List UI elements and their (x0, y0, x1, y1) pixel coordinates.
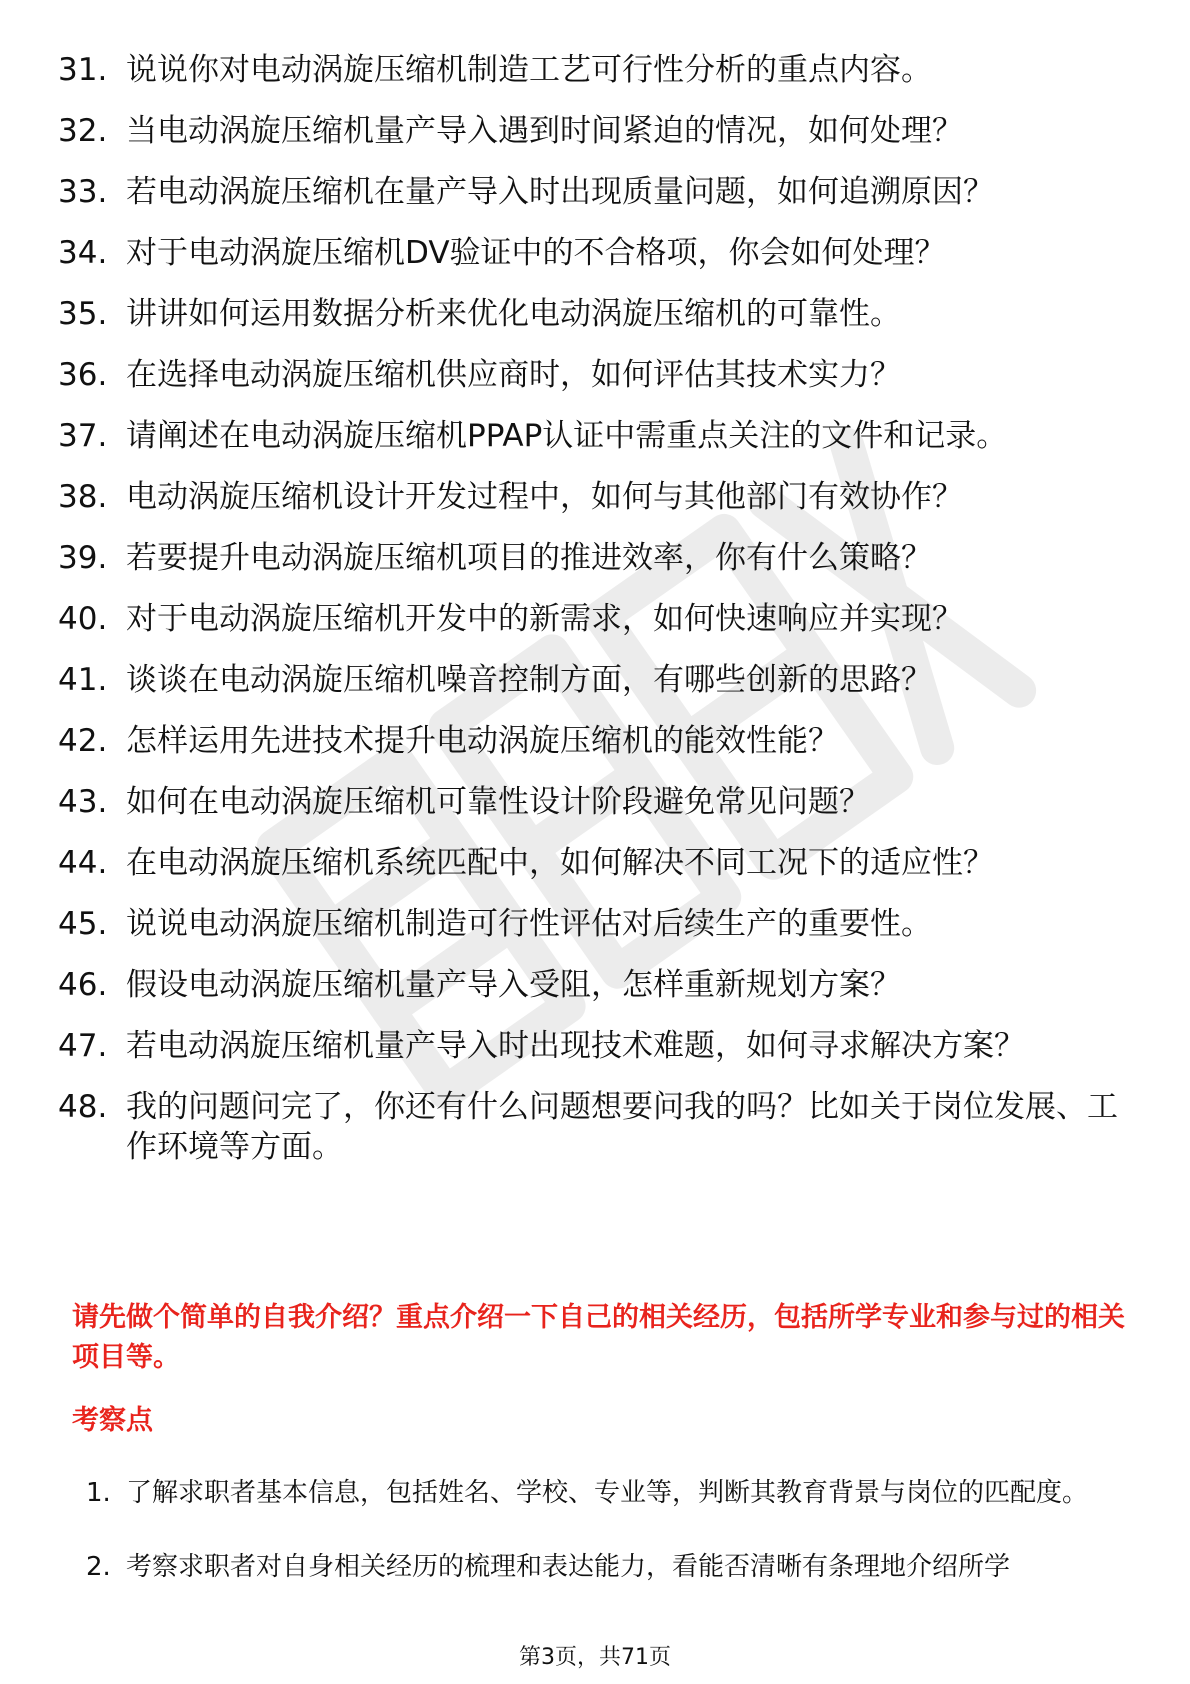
list-item (58, 294, 1138, 334)
list-item (58, 843, 1138, 883)
item-text: 若电动涡旋压缩机在量产导入时出现质量问题，如何追溯原因？ (126, 174, 994, 210)
item-text: 考察求职者对自身相关经历的梳理和表达能力，看能否清晰有条理地介绍所学 (126, 1552, 1011, 1582)
item-text: 若电动涡旋压缩机量产导入时出现技术难题，如何寻求解决方案？ (126, 1028, 1025, 1064)
intro-question: 请先做个简单的自我介绍？重点介绍一下自己的相关经历，包括所学专业和参与过的相关项目等。 (72, 1302, 1125, 1373)
item-number: 48. (58, 1089, 108, 1125)
item-number: 2. (86, 1552, 111, 1582)
list-item (58, 233, 1138, 273)
list-item (58, 111, 1138, 151)
point-list (86, 1463, 1136, 1611)
item-number: 32. (58, 113, 108, 149)
list-item (58, 416, 1138, 456)
item-number: 41. (58, 662, 108, 698)
item-number: 37. (58, 418, 108, 454)
list-item (58, 1026, 1138, 1066)
list-item (58, 599, 1138, 639)
page-footer: 第3页，共71页 (519, 1645, 671, 1670)
item-number: 38. (58, 479, 108, 515)
item-text: 讲讲如何运用数据分析来优化电动涡旋压缩机的可靠性。 (126, 296, 901, 332)
item-number: 1. (86, 1478, 111, 1508)
item-number: 33. (58, 174, 108, 210)
item-number: 40. (58, 601, 108, 637)
item-number: 44. (58, 845, 108, 881)
item-text: 在选择电动涡旋压缩机供应商时，如何评估其技术实力？ (126, 357, 901, 393)
item-text: 对于电动涡旋压缩机开发中的新需求，如何快速响应并实现？ (126, 601, 963, 637)
item-text: 我的问题问完了，你还有什么问题想要问我的吗？比如关于岗位发展、工作环境等方面。 (126, 1089, 1118, 1165)
question-list (58, 50, 1138, 1188)
item-number: 45. (58, 906, 108, 942)
item-number: 34. (58, 235, 108, 271)
item-text: 如何在电动涡旋压缩机可靠性设计阶段避免常见问题？ (126, 784, 870, 820)
list-item (58, 904, 1138, 944)
item-number: 42. (58, 723, 108, 759)
list-item (58, 965, 1138, 1005)
list-item (58, 355, 1138, 395)
item-text: 假设电动涡旋压缩机量产导入受阻，怎样重新规划方案？ (126, 967, 901, 1003)
item-text: 了解求职者基本信息，包括姓名、学校、专业等，判断其教育背景与岗位的匹配度。 (126, 1478, 1089, 1508)
item-text: 请阐述在电动涡旋压缩机PPAP认证中需重点关注的文件和记录。 (126, 418, 1008, 454)
list-item (58, 477, 1138, 517)
list-item (58, 1087, 1138, 1167)
item-text: 怎样运用先进技术提升电动涡旋压缩机的能效性能？ (126, 723, 839, 759)
list-item (86, 1463, 1136, 1523)
item-number: 46. (58, 967, 108, 1003)
item-text: 对于电动涡旋压缩机DV验证中的不合格项，你会如何处理？ (126, 235, 946, 271)
list-item (58, 538, 1138, 578)
item-number: 39. (58, 540, 108, 576)
item-number: 36. (58, 357, 108, 393)
item-number: 47. (58, 1028, 108, 1064)
list-item (58, 721, 1138, 761)
list-item (58, 660, 1138, 700)
item-text: 说说电动涡旋压缩机制造可行性评估对后续生产的重要性。 (126, 906, 932, 942)
list-item (58, 50, 1138, 90)
item-text: 谈谈在电动涡旋压缩机噪音控制方面，有哪些创新的思路？ (126, 662, 932, 698)
item-text: 说说你对电动涡旋压缩机制造工艺可行性分析的重点内容。 (126, 52, 932, 88)
section-title: 考察点 (72, 1405, 153, 1436)
item-text: 在电动涡旋压缩机系统匹配中，如何解决不同工况下的适应性？ (126, 845, 994, 881)
item-number: 43. (58, 784, 108, 820)
list-item (58, 172, 1138, 212)
item-text: 当电动涡旋压缩机量产导入遇到时间紧迫的情况，如何处理？ (126, 113, 963, 149)
item-number: 31. (58, 52, 108, 88)
item-text: 若要提升电动涡旋压缩机项目的推进效率，你有什么策略？ (126, 540, 932, 576)
item-text: 电动涡旋压缩机设计开发过程中，如何与其他部门有效协作？ (126, 479, 963, 515)
list-item (58, 782, 1138, 822)
item-number: 35. (58, 296, 108, 332)
list-item (86, 1537, 1136, 1597)
